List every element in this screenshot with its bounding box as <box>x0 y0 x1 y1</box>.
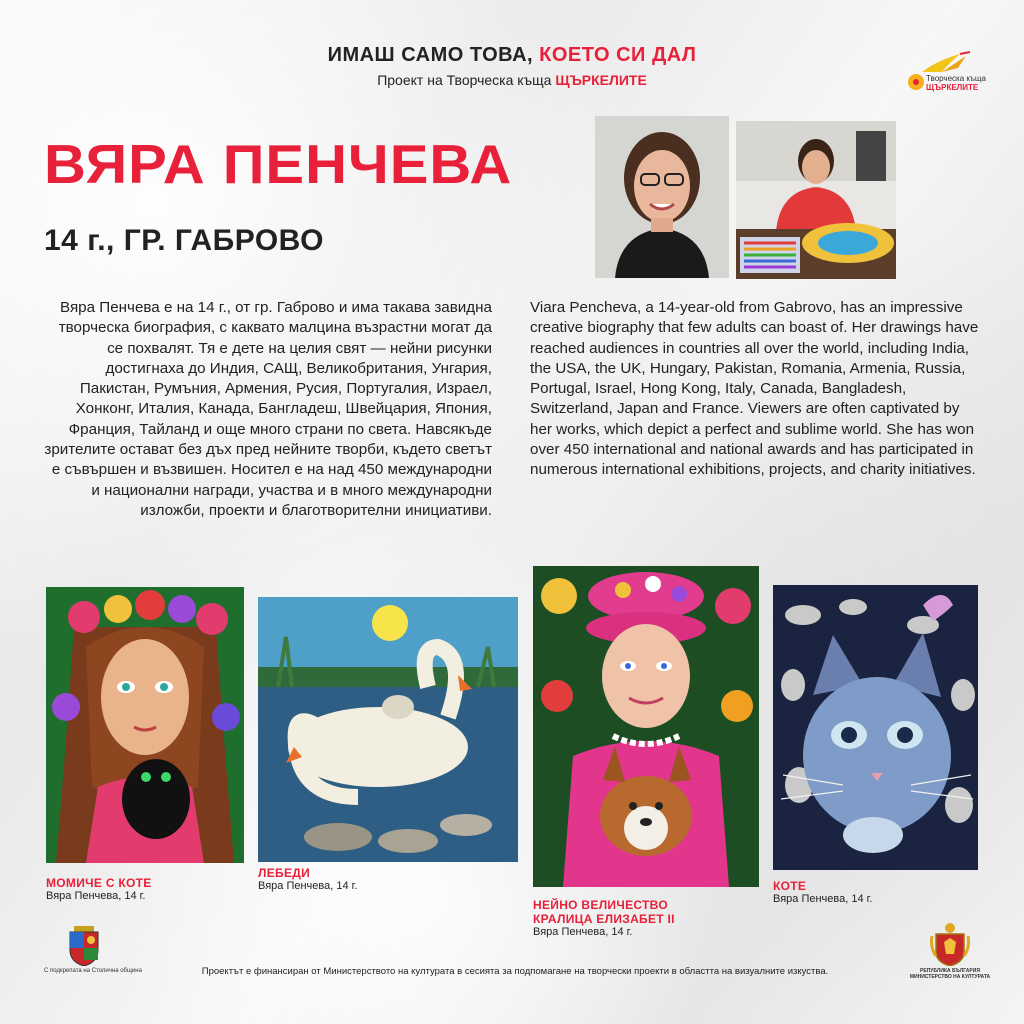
artist-drawing-photo <box>736 121 896 279</box>
artwork-caption-4 <box>773 879 872 906</box>
sofia-municipality-crest-icon <box>66 926 102 966</box>
artwork-author: Вяра Пенчева, 14 г. <box>46 890 146 902</box>
artist-portrait-photo <box>595 116 729 278</box>
logo-line2: ЩЪРКЕЛИТЕ <box>926 83 979 92</box>
project-title-part2: КОЕТО СИ ДАЛ <box>539 44 697 66</box>
artwork-title-line1: НЕЙНО ВЕЛИЧЕСТВО <box>533 898 668 912</box>
artwork-caption-2 <box>258 866 357 893</box>
artwork-author: Вяра Пенчева, 14 г. <box>258 880 358 892</box>
artist-name: ВЯРА ПЕНЧЕВА <box>44 133 513 196</box>
artwork-title-line2: КРАЛИЦА ЕЛИЗАБЕТ II <box>533 912 675 926</box>
ministry-label-line1: РЕПУБЛИКА БЪЛГАРИЯ <box>920 968 980 974</box>
artwork-queen-elizabeth <box>533 566 759 887</box>
artwork-title: КОТЕ <box>773 879 807 893</box>
ministry-of-culture-label <box>900 968 1000 980</box>
project-title <box>0 44 1024 67</box>
ministry-of-culture-crest-icon <box>930 922 970 966</box>
artwork-title: ЛЕБЕДИ <box>258 866 311 880</box>
project-title-part1: ИМАШ САМО ТОВА, <box>327 44 534 66</box>
bio-bulgarian: Вяра Пенчева е на 14 г., от гр. Габрово и има такава завидна творческа биография, с каквато малцина възрастни могат да се похвалят. Тя е дете на целия свят — нейни рисунки достигнаха до Индия, САЩ, Великобритания, Унгария, Пакистан, Румъния, Армения, Русия, Португалия, Израел, Хонконг, Италия, Канада, Бангладеш, Швейцария, Япония, Франция, Тайланд и още много страни по света. Навсякъде зрителите остават без дъх пред нейните творби, където светът е съвършен и възвишен. Носител е на над 450 международни и национални награди, участва и в много международни изложби, проекти и благотворителни инициативи. <box>44 299 492 519</box>
sofia-municipality-label: С подкрепата на Столична община <box>44 968 142 974</box>
logo-label <box>926 74 986 92</box>
artwork-girl-with-kitten <box>46 587 244 863</box>
bio-english: Viara Pencheva, a 14-year-old from Gabrovo, has an impressive creative biography that few adults can boast of. Her drawings have reached audiences in countries all over the world, including India, the USA, the UK, Hungary, Pakistan, Romania, Armenia, Russia, Portugal, Israel, Hong Kong, Italy, Canada, Bangladesh, Switzerland, Japan and France. Viewers are often captivated by her works, which depict a perfect and sublime world. She has won over 450 international and national awards and has participated in numerous international exhibitions, projects, and charity initiatives. <box>530 299 979 479</box>
artwork-author: Вяра Пенчева, 14 г. <box>773 893 873 905</box>
logo-line1: Творческа къща <box>926 74 986 83</box>
project-subtitle-part1: Проект на Творческа къща <box>377 72 552 88</box>
footer-funding-note: Проектът е финансиран от Министерството на културата в сесията за подпомагане на творчески проекти в областта на визуалните изкуства. <box>201 966 829 977</box>
artwork-title: МОМИЧЕ С КОТЕ <box>46 876 152 890</box>
artwork-swans <box>258 597 518 862</box>
artwork-caption-3 <box>533 898 773 939</box>
artwork-author: Вяра Пенчева, 14 г. <box>533 926 633 938</box>
artwork-caption-1 <box>46 876 152 903</box>
project-subtitle <box>0 72 1024 88</box>
project-subtitle-part2: ЩЪРКЕЛИТЕ <box>555 72 647 88</box>
artwork-kitten <box>773 585 978 870</box>
artist-age-city: 14 г., ГР. ГАБРОВО <box>44 224 324 257</box>
ministry-label-line2: МИНИСТЕРСТВО НА КУЛТУРАТА <box>909 974 991 980</box>
storks-logo <box>904 50 984 98</box>
